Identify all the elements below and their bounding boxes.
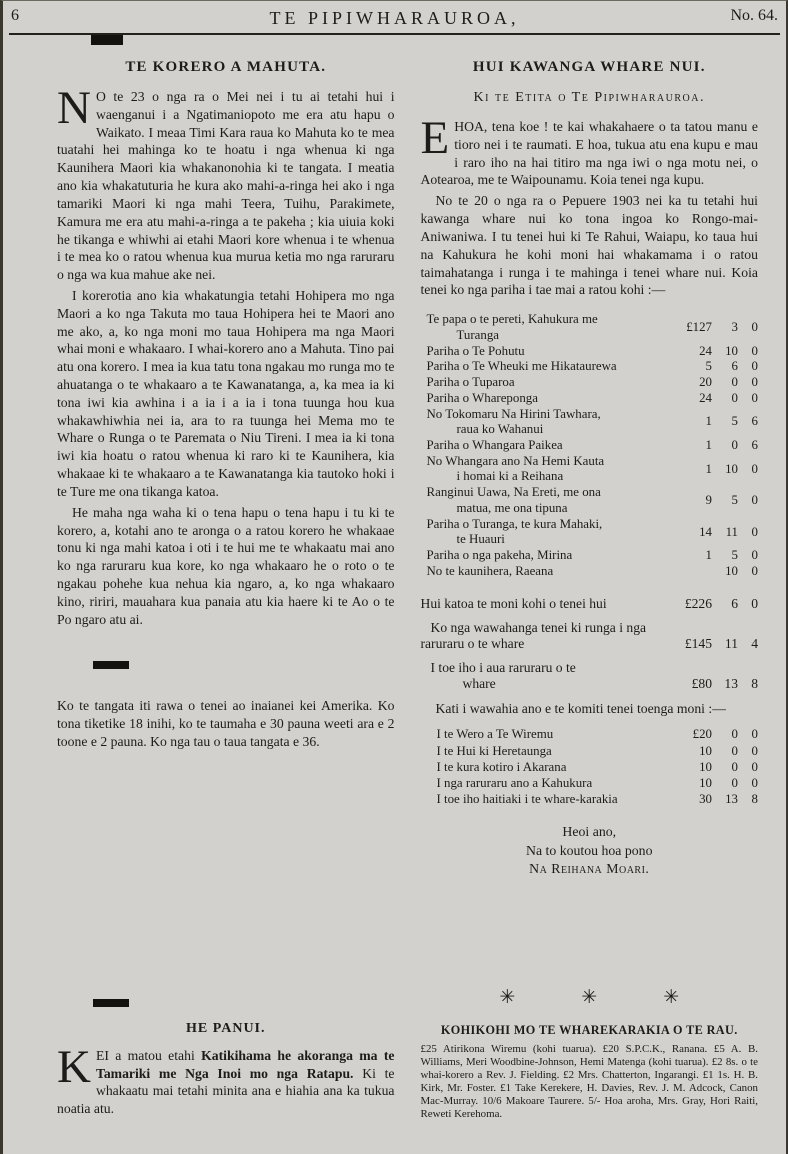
columns bbox=[3, 35, 786, 1121]
contribution-label-line2: Turanga bbox=[456, 327, 499, 342]
paragraph bbox=[420, 112, 759, 189]
wawahanga-label: raruraru o te whare bbox=[420, 635, 525, 651]
amount-pounds: £20 bbox=[692, 727, 712, 742]
closing-signature-name: Na Reihana Moari. bbox=[529, 861, 650, 877]
paragraph: No te 20 o nga ra o Pepuere 1903 nei ka tu tetahi hui kawanga whare nui ko tona ingoa ko Rongo-mai-Aniwaniwa. I tu tenei hui ki Te Rahui, Waiapu, ko taua hui na Kahukura he kohi moni hai whakamama i o ratou taimahatanga i runga i te mahinga i tenei whare nui. Koia tenei ko nga pariha i tae mai a ratou kohi :— bbox=[420, 193, 758, 298]
salutation-line: Ki te Etita o Te Pipiwharauroa. bbox=[473, 90, 705, 105]
closing-line2: Na to koutou hoa pono bbox=[526, 842, 653, 858]
contribution-row bbox=[427, 438, 759, 454]
toe-row bbox=[421, 676, 759, 692]
paragraph-text: O te 23 o nga ra o Mei nei i tu ai tetahi hui i waenganui i a Ngatimaniopoto me era atu hapu o Waikato. I meaa Timi Kara raua ko Mahuta ko te mea tuatahi hei mahinga ko te hoatu i nga whenua ki nga Kaunihera Maori kia whakanonohia ki te tangata. I meatia ano kia whakatuturia he kura ako mahi-a-ringa hei ako i nga tamariki Maori ki nga mahi Teera, Tuihu, Parakimete, Kamura me era atu mahi-a-ringa a te pakeha ; kia uiuia koki he tikanga e whiwhi ai etahi Maori kore whenua i te whenua i te mea ko o ratou whenua kua murua ketia mo nga raruraru o nga wa kua mahue ake nei. bbox=[57, 89, 395, 283]
paragraph-text: HOA, tena koe ! te kai whakahaere o ta tatou manu e tioro nei i te raumati. E hoa, tukua atu ena kupu e mau i raro iho na hai titiro ma nga iwi o nga motu nei, o Aotearoa, me te Waipounamu. Koia tenei nga kupu. bbox=[420, 119, 758, 188]
drop-cap: N bbox=[57, 82, 91, 134]
amount-shillings: 5 bbox=[731, 493, 738, 508]
contribution-label bbox=[427, 344, 669, 360]
amount-pence: 6 bbox=[751, 438, 758, 452]
amount-shillings: 0 bbox=[731, 375, 738, 390]
flower-ornament-icon: ✳ bbox=[581, 986, 598, 1008]
amount-pence: 8 bbox=[751, 675, 758, 691]
amount-pence: 0 bbox=[751, 493, 758, 508]
contribution-label-line1: No Tokomaru Na Hirini Tawhara, bbox=[426, 406, 601, 421]
wawahanga-line1: Ko nga wawahanga tenei ki runga i nga bbox=[430, 619, 647, 635]
amount-pounds: 20 bbox=[699, 375, 712, 390]
contribution-label-line1: Pariha o nga pakeha, Mirina bbox=[426, 548, 573, 563]
allocation-row bbox=[437, 759, 759, 775]
bottom-section bbox=[421, 972, 759, 1121]
allocation-label: I te kura kotiro i Akarana bbox=[436, 759, 567, 774]
amount-pounds: 14 bbox=[699, 524, 712, 539]
amount-shillings: 13 bbox=[724, 675, 738, 691]
masthead-title: TE PIPIWHARAUROA, bbox=[269, 8, 520, 28]
amount-shillings: 10 bbox=[725, 461, 738, 476]
allocation-row bbox=[437, 791, 759, 807]
amount-pence: 0 bbox=[751, 743, 758, 758]
amount-pounds: £145 bbox=[684, 635, 712, 651]
amount-pence: 0 bbox=[751, 759, 758, 774]
contribution-label bbox=[427, 312, 669, 343]
amount-pounds: 5 bbox=[705, 359, 712, 374]
allocation-label: I te Hui ki Heretaunga bbox=[436, 743, 552, 758]
amount-shillings: 6 bbox=[731, 595, 738, 611]
contribution-label-line1: Pariha o Te Wheuki me Hikataurewa bbox=[426, 359, 617, 374]
contribution-label bbox=[427, 359, 669, 375]
contribution-label bbox=[427, 438, 669, 454]
amount-shillings: 13 bbox=[725, 791, 738, 806]
allocations-table bbox=[437, 726, 759, 807]
paragraph-text: EI a matou etahi bbox=[95, 1047, 202, 1063]
total-row bbox=[421, 596, 759, 612]
amount-shillings: 3 bbox=[731, 319, 738, 334]
allocation-label: I nga raruraru ano a Kahukura bbox=[436, 775, 593, 790]
contribution-label bbox=[427, 454, 669, 485]
amount-shillings: 0 bbox=[731, 390, 738, 405]
contribution-label-line1: No Whangara ano Na Hemi Kauta bbox=[426, 453, 605, 468]
contribution-label-line2: raua ko Wahanui bbox=[456, 422, 544, 437]
paragraph-text: Ki te whakaatu mai tetahi minita ana e hiahia ana ka tukua noatia atu. bbox=[57, 1065, 395, 1117]
amount-shillings: 10 bbox=[725, 343, 738, 358]
contribution-row bbox=[427, 375, 759, 391]
allocation-label: I te Wero a Te Wiremu bbox=[436, 727, 554, 742]
amount-shillings: 5 bbox=[731, 414, 738, 429]
amount-pounds: 1 bbox=[705, 414, 712, 429]
amount-shillings: 10 bbox=[725, 563, 738, 578]
amount-pounds: 24 bbox=[699, 390, 712, 405]
paragraph: He maha nga waha ki o tena hapu o tena hapu i tu ki te korero, a, kotahi ano te aronga o a ratou korero he whakaae tonu ki nga mahi katoa i oti i te hui me te whakaatu mai ano ko nga raruraru kua kore, ko nga whakaaro he o roto o te ngakau pohehe kua nehua kia ngaro, a, ko nga whakaaro kino, ririri, mauahara kua panaia atu kia haere ki te Ao o te Po ngaro atu ai. bbox=[57, 504, 395, 627]
paragraph bbox=[57, 82, 395, 284]
contribution-label-line1: Pariha o Tuparoa bbox=[426, 375, 515, 390]
contribution-label-line1: Pariha o Turanga, te kura Mahaki, bbox=[426, 516, 603, 531]
contribution-row bbox=[427, 564, 759, 580]
amount-pounds: 1 bbox=[705, 548, 712, 563]
section-divider-bar bbox=[93, 999, 129, 1007]
toe-label: whare bbox=[462, 675, 496, 691]
contribution-row bbox=[427, 517, 759, 548]
contribution-row bbox=[427, 485, 759, 516]
contribution-label-line1: Pariha o Whangara Paikea bbox=[426, 438, 563, 452]
article-title-hui: HUI KAWANGA WHARE NUI. bbox=[472, 59, 706, 75]
kati-line: Kati i wawahia ano e te komiti tenei toenga moni :— bbox=[435, 700, 726, 716]
drop-cap: E bbox=[420, 112, 450, 164]
contribution-row bbox=[427, 359, 759, 375]
kohikohi-heading: KOHIKOHI MO TE WHAREKARAKIA O TE RAU. bbox=[440, 1022, 738, 1037]
contribution-row bbox=[427, 344, 759, 360]
allocation-label: I toe iho haitiaki i te whare-karakia bbox=[436, 791, 618, 806]
contribution-label bbox=[427, 517, 669, 548]
closing-line1: Heoi ano, bbox=[562, 824, 617, 840]
amount-pounds: 10 bbox=[699, 759, 712, 774]
ornament-row bbox=[421, 986, 759, 1009]
contribution-label bbox=[427, 391, 669, 407]
contribution-label-line2: te Huauri bbox=[456, 532, 505, 547]
amount-pence: 0 bbox=[751, 343, 758, 358]
amount-pounds: 10 bbox=[699, 743, 712, 758]
contribution-label-line1: Pariha o Whareponga bbox=[426, 390, 538, 405]
amount-pounds: 10 bbox=[699, 775, 712, 790]
allocation-row bbox=[437, 726, 759, 742]
amount-pence: 0 bbox=[751, 319, 758, 334]
amount-shillings: 5 bbox=[731, 548, 738, 563]
contributions-table bbox=[427, 312, 759, 579]
amount-pence: 6 bbox=[751, 414, 758, 429]
paragraph: Ko te tangata iti rawa o tenei ao inaianei kei Amerika. Ko tona tiketike 18 inihi, ko te taumaha e 30 pauna weeti ara e 2 toone e 2 pauna. Ko nga tau o taua tangata e 36. bbox=[57, 698, 395, 749]
panui-section bbox=[57, 999, 395, 1121]
allocation-row bbox=[437, 775, 759, 791]
bold-phrase: Katikihama he akoranga ma te Tamariki me Nga Inoi mo nga Ratapu. bbox=[95, 1047, 395, 1081]
amount-pounds: £226 bbox=[684, 595, 712, 611]
left-column bbox=[57, 55, 395, 1121]
page-number: 6 bbox=[11, 7, 19, 24]
amount-pence: 0 bbox=[751, 524, 758, 539]
amount-pounds: £80 bbox=[691, 675, 712, 691]
drop-cap: K bbox=[57, 1040, 91, 1093]
closing-signature bbox=[421, 823, 759, 879]
contribution-label-line2: matua, me ona tipuna bbox=[456, 500, 568, 515]
contribution-label bbox=[427, 375, 669, 391]
right-column bbox=[421, 55, 759, 1121]
amount-shillings: 11 bbox=[724, 635, 738, 651]
contribution-label-line1: No te kaunihera, Raeana bbox=[426, 563, 554, 578]
page-header bbox=[3, 6, 786, 30]
contribution-label-line1: Te papa o te pereti, Kahukura me bbox=[426, 312, 598, 327]
kohikohi-fine-print: £25 Atirikona Wiremu (kohi tuarua). £20 S.P.C.K., Ranana. £5 A. B. Williams, Meri Woodbine-Johnson, Hemi Matenga (kohi tuarua). £2 8s. o te whai-korero a Rev. J. Fielding. £2 Mrs. Chatterton, Ingarangi. £1 1s. H. B. Kirk, Mr. Foster. £1 Take Kerekere, H. Davies, Rev. J. M. Adcock, Canon Mac-Murray. 10/6 Makoare Taurere. 5/- Hoa aroha, Mrs. Gray, Hori Raiti, Reweti Kerehoma. bbox=[420, 1042, 758, 1120]
amount-pence: 8 bbox=[751, 791, 758, 806]
amount-pence: 4 bbox=[751, 635, 758, 651]
amount-pounds: £127 bbox=[686, 319, 712, 334]
amount-pence: 0 bbox=[751, 563, 758, 578]
amount-pounds: 1 bbox=[705, 438, 712, 452]
contribution-label bbox=[427, 564, 669, 580]
wawahanga-row bbox=[421, 636, 759, 652]
contribution-row bbox=[427, 548, 759, 564]
amount-pence: 0 bbox=[751, 359, 758, 374]
contribution-label-line1: Ranginui Uawa, Na Ereti, me ona bbox=[426, 485, 601, 500]
amount-shillings: 0 bbox=[731, 727, 738, 742]
flower-ornament-icon: ✳ bbox=[499, 986, 516, 1008]
amount-pounds: 30 bbox=[699, 791, 712, 806]
amount-pence: 0 bbox=[751, 375, 758, 390]
amount-shillings: 6 bbox=[731, 359, 738, 374]
section-divider-bar bbox=[93, 661, 129, 669]
amount-shillings: 0 bbox=[731, 438, 738, 452]
amount-shillings: 0 bbox=[731, 759, 738, 774]
amount-pounds: 24 bbox=[699, 343, 712, 358]
toe-line1: I toe iho i aua raruraru o te bbox=[430, 659, 576, 675]
amount-shillings: 0 bbox=[731, 775, 738, 790]
flower-ornament-icon: ✳ bbox=[663, 986, 680, 1008]
amount-pounds: 1 bbox=[705, 461, 712, 476]
paragraph: I korerotia ano kia whakatungia tetahi Hohipera mo nga Maori a ko nga Takuta mo taua Hohipera hei te Maori ano me ako, a, ko nga moni mo taua Hohipera ma nga Maori whai moni e whakaaro. I whai-korero ano a Mahuta. Tino pai atu ona korero. I mea ia kua tatu tona ngakau mo runga mo te ahuatanga o te whakaaro a te Kawanatanga, a, ka mea ia ki tona iwi kia awhina i a ia i a ia i tona tuunga hou kua whakawhiwhia nei ia, ara to ra tuunga hei Mema mo te Whare o Runga o te Paremata o Niu Tireni. I mea ia ki tona iwi kia hoatu o ratou whenua ki raro ki te Kaunihera, kia whakaae ki te whakaaro a te Kawanatanga kia tautoko hoki i te Ture me ona tikanga katoa. bbox=[57, 287, 395, 499]
contribution-row bbox=[427, 391, 759, 407]
contribution-row bbox=[427, 312, 759, 343]
amount-pence: 0 bbox=[751, 727, 758, 742]
ink-blot-mark bbox=[91, 35, 123, 45]
amount-pence: 0 bbox=[751, 461, 758, 476]
contribution-label-line1: Pariha o Te Pohutu bbox=[426, 343, 525, 358]
amount-shillings: 0 bbox=[731, 743, 738, 758]
issue-number: No. 64. bbox=[730, 7, 778, 24]
amount-shillings: 11 bbox=[725, 524, 738, 539]
contribution-label-line2: i homai ki a Reihana bbox=[456, 469, 564, 484]
contribution-row bbox=[427, 407, 759, 438]
contribution-row bbox=[427, 454, 759, 485]
amount-pence: 0 bbox=[751, 390, 758, 405]
total-label: Hui katoa te moni kohi o tenei hui bbox=[420, 595, 607, 611]
amount-pounds: 9 bbox=[705, 493, 712, 508]
article-title-mahuta: TE KORERO A MAHUTA. bbox=[125, 59, 327, 75]
contribution-label bbox=[427, 485, 669, 516]
paragraph bbox=[57, 1040, 395, 1118]
amount-pence: 0 bbox=[751, 775, 758, 790]
article-title-panui: HE PANUI. bbox=[185, 1020, 266, 1036]
allocation-row bbox=[437, 743, 759, 759]
amount-pence: 0 bbox=[751, 595, 758, 611]
amount-pence: 0 bbox=[751, 548, 758, 563]
contribution-label bbox=[427, 407, 669, 438]
contribution-label bbox=[427, 548, 669, 564]
